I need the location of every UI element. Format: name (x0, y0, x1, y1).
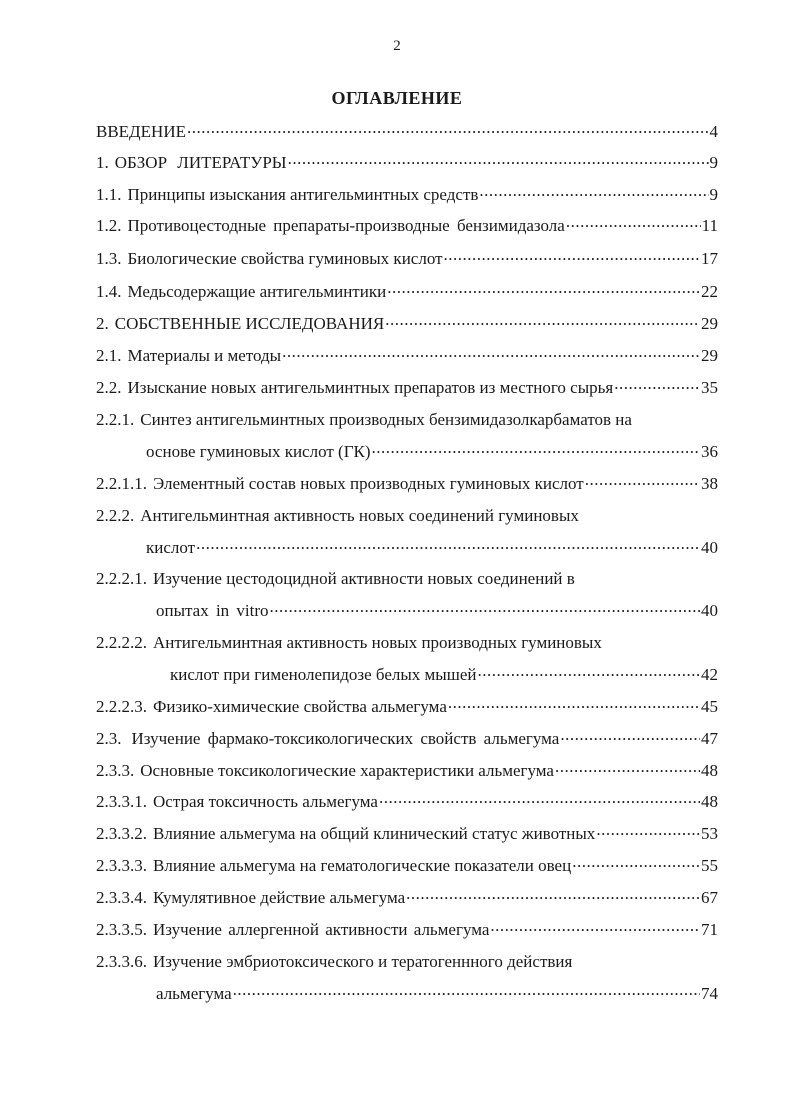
toc-entry-page: 47 (701, 729, 718, 748)
toc-entry-number: 2.2.2.1. (96, 569, 147, 588)
toc-entry-text: Биологические свойства гуминовых кислот (127, 249, 443, 268)
toc-entry-text: альмегума (156, 984, 232, 1003)
dot-leader (196, 539, 700, 553)
toc-entry-page: 45 (701, 697, 718, 716)
toc-entry-number: 2.2.2.3. (96, 697, 147, 716)
toc-entry (96, 696, 718, 718)
toc-entry (96, 887, 718, 909)
toc-entry-number: 2.3. (96, 729, 122, 748)
toc-entry-page: 35 (701, 378, 718, 397)
toc-entry-text: СОБСТВЕННЫЕ ИССЛЕДОВАНИЯ (114, 314, 385, 333)
toc-entry (96, 377, 718, 399)
toc-entry (96, 184, 718, 206)
toc-entry-number: 1.2. (96, 216, 122, 235)
toc-entry-text: Медьсодержащие антигельминтики (127, 282, 387, 301)
toc-entry (96, 505, 718, 527)
dot-leader (448, 698, 700, 712)
toc-entry-page: 4 (709, 122, 718, 141)
toc-entry (96, 281, 718, 303)
toc-entry (96, 855, 718, 877)
dot-leader (233, 985, 700, 999)
toc-entry-continuation (146, 537, 718, 559)
toc-entry-number: 2. (96, 314, 109, 333)
toc-entry-page: 53 (701, 824, 718, 843)
dot-leader (596, 825, 700, 839)
toc-entry (96, 823, 718, 845)
toc-entry-text: Синтез антигельминтных производных бензимидазолкарбаматов на (140, 410, 632, 429)
dot-leader (479, 186, 708, 200)
toc-entry-continuation (156, 600, 718, 622)
toc-entry (96, 791, 718, 813)
toc-entry (96, 568, 718, 590)
toc-entry-text: Изучение эмбриотоксического и тератогеннного действия (153, 952, 573, 971)
toc-entry-page: 9 (709, 153, 718, 172)
toc-entry-continuation (170, 664, 718, 686)
dot-leader (406, 889, 700, 903)
dot-leader (614, 379, 700, 393)
toc-entry-text: Изучение цестодоцидной активности новых соединений в (153, 569, 575, 588)
toc-entry-number: 1.4. (96, 282, 122, 301)
dot-leader (379, 793, 700, 807)
toc-entry-number: 2.3.3.1. (96, 792, 147, 811)
toc-entry-text: Антигельминтная активность новых соединений гуминовых (140, 506, 579, 525)
toc-entry-text: Принципы изыскания антигельминтных средств (127, 185, 479, 204)
toc-entry-text: опытах in vitro (156, 601, 269, 620)
toc-entry-page: 36 (701, 442, 718, 461)
toc-entry-page: 29 (701, 314, 718, 333)
dot-leader (555, 762, 700, 776)
page-number: 2 (393, 38, 401, 54)
toc-entry-number: 2.2.2.2. (96, 633, 147, 652)
toc-entry-text: Кумулятивное действие альмегума (153, 888, 406, 907)
toc-entry (96, 473, 718, 495)
toc-entry (96, 215, 718, 237)
toc-entry-text: основе гуминовых кислот (ГК) (146, 442, 371, 461)
toc-entry (96, 632, 718, 654)
toc-entry-text: Физико-химические свойства альмегума (153, 697, 447, 716)
toc-entry-text: Влияние альмегума на общий клинический статус животных (153, 824, 596, 843)
toc-entry-page: 71 (701, 920, 718, 939)
toc-entry-page: 74 (701, 984, 718, 1003)
toc-entry-number: 1.1. (96, 185, 122, 204)
toc-entry (96, 248, 718, 270)
toc-entry-number: 2.3.3.2. (96, 824, 147, 843)
toc-entry-number: 2.3.3.6. (96, 952, 147, 971)
toc-entry (96, 409, 718, 431)
toc-entry-text: ВВЕДЕНИЕ (96, 122, 186, 141)
toc-entry-page: 48 (701, 792, 718, 811)
toc-entry-text: Элементный состав новых производных гуминовых кислот (153, 474, 584, 493)
toc-entry-text: кислот при гименолепидозе белых мышей (170, 665, 477, 684)
toc-entry (96, 152, 718, 174)
dot-leader (572, 857, 700, 871)
dot-leader (282, 347, 700, 361)
toc-entry-number: 2.1. (96, 346, 122, 365)
toc-entry (96, 345, 718, 367)
toc-entry-text: Противоцестодные препараты-производные бензимидазола (127, 216, 565, 235)
toc-entry-number: 2.3.3.5. (96, 920, 147, 939)
toc-entry-page: 38 (701, 474, 718, 493)
dot-leader (385, 315, 700, 329)
toc-entry-page: 17 (701, 249, 718, 268)
dot-leader (270, 602, 700, 616)
toc-entry (96, 951, 718, 973)
toc-entry-number: 2.3.3. (96, 761, 135, 780)
toc-entry-text: Материалы и методы (127, 346, 282, 365)
dot-leader (585, 475, 700, 489)
toc-entry-page: 42 (701, 665, 718, 684)
dot-leader (187, 123, 709, 137)
toc-entry-continuation (146, 441, 718, 463)
toc-entry-number: 2.2.1.1. (96, 474, 147, 493)
toc-entry-page: 29 (701, 346, 718, 365)
toc-entry (96, 313, 718, 335)
toc-entry-text: кислот (146, 538, 196, 557)
toc-entry-text: Влияние альмегума на гематологические показатели овец (153, 856, 572, 875)
toc-entry-number: 2.2.1. (96, 410, 135, 429)
toc-entry-text: Изучение фармако-токсикологических свойств альмегума (131, 729, 560, 748)
dot-leader (387, 283, 700, 297)
dot-leader (490, 921, 700, 935)
toc-entry-number: 2.2.2. (96, 506, 135, 525)
toc-entry-text: Острая токсичность альмегума (153, 792, 378, 811)
dot-leader (444, 250, 700, 264)
toc-entry (96, 121, 718, 143)
toc-entry-text: Основные токсикологические характеристики альмегума (140, 761, 554, 780)
toc-entry-text: Изучение аллергенной активности альмегума (153, 920, 490, 939)
dot-leader (372, 443, 700, 457)
toc-entry-page: 55 (701, 856, 718, 875)
dot-leader (288, 154, 709, 168)
toc-title: ОГЛАВЛЕНИЕ (331, 88, 463, 108)
toc-entry (96, 760, 718, 782)
toc-entry-page: 40 (701, 538, 718, 557)
toc-entry-text: Изыскание новых антигельминтных препаратов из местного сырья (127, 378, 614, 397)
dot-leader (560, 730, 700, 744)
toc-entry-number: 2.3.3.4. (96, 888, 147, 907)
toc-entry (96, 728, 718, 750)
toc-entry-page: 40 (701, 601, 718, 620)
toc-entry-page: 22 (701, 282, 718, 301)
toc-entry-text: ОБЗОР ЛИТЕРАТУРЫ (114, 153, 287, 172)
toc-entry-number: 2.2. (96, 378, 122, 397)
toc-entry-page: 11 (701, 216, 718, 235)
toc-entry-number: 1.3. (96, 249, 122, 268)
toc-entry-page: 67 (701, 888, 718, 907)
toc-entry-number: 1. (96, 153, 109, 172)
toc-entry-number: 2.3.3.3. (96, 856, 147, 875)
dot-leader (477, 666, 700, 680)
toc-entry-page: 9 (709, 185, 718, 204)
dot-leader (566, 217, 701, 231)
toc-entry (96, 919, 718, 941)
toc-entry-page: 48 (701, 761, 718, 780)
toc-entry-text: Антигельминтная активность новых производных гуминовых (153, 633, 602, 652)
toc-entry-continuation (156, 983, 718, 1005)
